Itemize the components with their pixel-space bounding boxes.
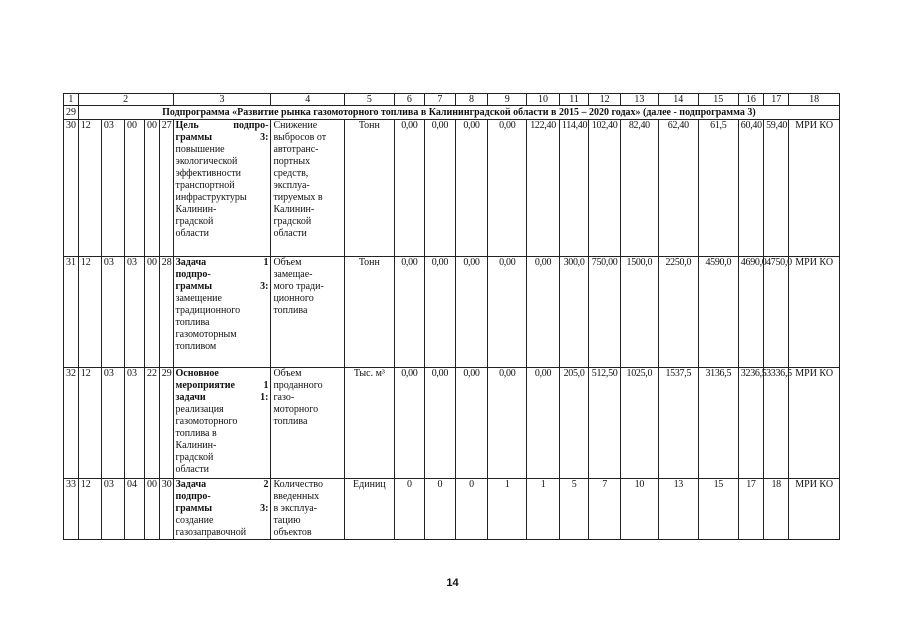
subprogram-row-number: 29 bbox=[64, 106, 79, 120]
description-line: традиционного bbox=[175, 305, 241, 316]
value-cell: 13 bbox=[658, 479, 698, 540]
description-line: области bbox=[175, 228, 209, 239]
description-line: газозаправочной bbox=[175, 527, 247, 538]
description-word: 2 bbox=[263, 479, 269, 490]
indicator-line: мого тради- bbox=[273, 281, 324, 292]
value-cell: 0,00 bbox=[455, 120, 488, 257]
description-word: мероприятие bbox=[175, 380, 235, 391]
description-cell bbox=[173, 368, 271, 479]
value-cell: 0,00 bbox=[425, 368, 456, 479]
column-number-cell: 3 bbox=[173, 94, 271, 106]
indicator-line: в эксплуа- bbox=[273, 503, 317, 514]
executor-cell: МРИ КО bbox=[789, 368, 840, 479]
row-number: 32 bbox=[64, 368, 79, 479]
indicator-line: тируемых в bbox=[273, 192, 323, 203]
description-word: граммы bbox=[175, 132, 213, 143]
column-number-cell: 4 bbox=[271, 94, 345, 106]
row-number: 33 bbox=[64, 479, 79, 540]
unit-cell: Единиц bbox=[345, 479, 394, 540]
value-cell: 122,40 bbox=[527, 120, 560, 257]
code-cell: 00 bbox=[125, 120, 145, 257]
description-line: повышение bbox=[175, 144, 225, 155]
description-line: газомоторным bbox=[175, 329, 237, 340]
value-cell: 5 bbox=[559, 479, 588, 540]
value-cell: 0,00 bbox=[394, 120, 425, 257]
document-sheet bbox=[63, 93, 840, 540]
indicator-line: Объем bbox=[273, 257, 302, 268]
value-cell: 102,40 bbox=[589, 120, 621, 257]
table-row bbox=[64, 368, 840, 479]
column-number-cell: 16 bbox=[738, 94, 763, 106]
value-cell: 114,40 bbox=[559, 120, 588, 257]
description-line: транспортной bbox=[175, 180, 235, 191]
column-number-cell: 17 bbox=[764, 94, 789, 106]
description-bold-line: Основное bbox=[175, 368, 219, 379]
value-cell: 0 bbox=[425, 479, 456, 540]
value-cell: 4590,0 bbox=[698, 257, 738, 368]
description-line: градской bbox=[175, 216, 214, 227]
indicator-line: газо- bbox=[273, 392, 295, 403]
description-cell bbox=[173, 479, 271, 540]
description-line: экологической bbox=[175, 156, 238, 167]
value-cell: 18 bbox=[764, 479, 789, 540]
description-line: реализация bbox=[175, 404, 224, 415]
description-bold-line: подпро- bbox=[175, 491, 211, 502]
unit-cell: Тонн bbox=[345, 120, 394, 257]
description-cell bbox=[173, 120, 271, 257]
indicator-line: выбросов от bbox=[273, 132, 327, 143]
value-cell: 1025,0 bbox=[620, 368, 658, 479]
column-number-cell: 1 bbox=[64, 94, 79, 106]
code-cell: 00 bbox=[145, 120, 160, 257]
indicator-line: средств, bbox=[273, 168, 309, 179]
description-word: 3: bbox=[260, 132, 269, 143]
subprogram-row bbox=[64, 106, 840, 120]
code-cell: 00 bbox=[145, 479, 160, 540]
value-cell: 0 bbox=[455, 479, 488, 540]
description-word: Цель bbox=[175, 120, 199, 131]
description-bold-line bbox=[176, 257, 269, 269]
description-line: топлива в bbox=[175, 428, 217, 439]
description-bold-line bbox=[176, 392, 269, 404]
value-cell: 10 bbox=[620, 479, 658, 540]
code-cell: 03 bbox=[125, 257, 145, 368]
description-line: замещение bbox=[175, 293, 222, 304]
value-cell: 0 bbox=[394, 479, 425, 540]
code-cell: 27 bbox=[159, 120, 173, 257]
column-number-cell: 11 bbox=[559, 94, 588, 106]
description-bold-line: подпро- bbox=[175, 269, 211, 280]
code-cell: 00 bbox=[145, 257, 160, 368]
value-cell: 1537,5 bbox=[658, 368, 698, 479]
column-number-cell: 10 bbox=[527, 94, 560, 106]
value-cell: 2250,0 bbox=[658, 257, 698, 368]
description-line: градской bbox=[175, 452, 214, 463]
executor-cell: МРИ КО bbox=[789, 120, 840, 257]
value-cell: 0,00 bbox=[425, 257, 456, 368]
indicator-line: эксплуа- bbox=[273, 180, 310, 191]
code-cell: 04 bbox=[125, 479, 145, 540]
column-number-cell: 8 bbox=[455, 94, 488, 106]
table-body bbox=[64, 94, 840, 540]
code-cell: 28 bbox=[159, 257, 173, 368]
value-cell: 61,5 bbox=[698, 120, 738, 257]
code-cell: 30 bbox=[159, 479, 173, 540]
unit-cell: Тонн bbox=[345, 257, 394, 368]
table-row bbox=[64, 257, 840, 368]
description-line: топлива bbox=[175, 317, 210, 328]
description-line: создание bbox=[175, 515, 214, 526]
column-number-cell: 7 bbox=[425, 94, 456, 106]
description-line: Калинин- bbox=[175, 440, 217, 451]
value-cell: 0,00 bbox=[488, 120, 527, 257]
column-number-cell: 12 bbox=[589, 94, 621, 106]
code-cell: 03 bbox=[101, 479, 124, 540]
indicator-line: проданного bbox=[273, 380, 323, 391]
indicator-line: топлива bbox=[273, 305, 308, 316]
column-number-cell: 18 bbox=[789, 94, 840, 106]
indicator-line: тацию bbox=[273, 515, 301, 526]
description-bold-line bbox=[176, 479, 269, 491]
description-cell bbox=[173, 257, 271, 368]
value-cell: 1 bbox=[527, 479, 560, 540]
indicator-line: ционного bbox=[273, 293, 314, 304]
code-cell: 12 bbox=[78, 368, 101, 479]
column-number-cell: 15 bbox=[698, 94, 738, 106]
indicator-line: объектов bbox=[273, 527, 312, 538]
code-cell: 12 bbox=[78, 120, 101, 257]
description-word: Задача bbox=[175, 257, 207, 268]
executor-cell: МРИ КО bbox=[789, 257, 840, 368]
description-word: подпро- bbox=[233, 120, 269, 131]
value-cell: 1500,0 bbox=[620, 257, 658, 368]
unit-cell: Тыс. м³ bbox=[345, 368, 394, 479]
description-bold-line bbox=[176, 503, 269, 515]
indicator-line: топлива bbox=[273, 416, 308, 427]
description-line: области bbox=[175, 464, 209, 475]
value-cell: 205,0 bbox=[559, 368, 588, 479]
description-line: Калинин- bbox=[175, 204, 217, 215]
value-cell: 60,40 bbox=[738, 120, 763, 257]
column-number-cell: 6 bbox=[394, 94, 425, 106]
column-number-cell: 14 bbox=[658, 94, 698, 106]
indicator-cell bbox=[271, 120, 345, 257]
indicator-line: портных bbox=[273, 156, 311, 167]
value-cell: 3136,5 bbox=[698, 368, 738, 479]
value-cell: 0,00 bbox=[455, 368, 488, 479]
indicator-line: Калинин- bbox=[273, 204, 315, 215]
indicator-line: моторного bbox=[273, 404, 319, 415]
value-cell: 0,00 bbox=[425, 120, 456, 257]
description-bold-line bbox=[176, 281, 269, 293]
description-bold-line bbox=[176, 132, 269, 144]
value-cell: 0,00 bbox=[488, 257, 527, 368]
value-cell: 0,00 bbox=[527, 257, 560, 368]
value-cell: 3236,5 bbox=[738, 368, 763, 479]
description-line: топливом bbox=[175, 341, 217, 352]
value-cell: 0,00 bbox=[455, 257, 488, 368]
value-cell: 4690,0 bbox=[738, 257, 763, 368]
page-number: 14 bbox=[446, 577, 459, 589]
indicator-cell bbox=[271, 479, 345, 540]
indicator-line: Количество bbox=[273, 479, 323, 490]
value-cell: 0,00 bbox=[394, 368, 425, 479]
column-number-cell: 5 bbox=[345, 94, 394, 106]
row-number: 30 bbox=[64, 120, 79, 257]
description-bold-line bbox=[176, 380, 269, 392]
value-cell: 0,00 bbox=[394, 257, 425, 368]
value-cell: 0,00 bbox=[527, 368, 560, 479]
column-number-row bbox=[64, 94, 840, 106]
indicator-line: автотранс- bbox=[273, 144, 319, 155]
indicator-cell bbox=[271, 257, 345, 368]
executor-cell: МРИ КО bbox=[789, 479, 840, 540]
column-number-cell: 2 bbox=[78, 94, 173, 106]
description-word: Задача bbox=[175, 479, 207, 490]
value-cell: 1 bbox=[488, 479, 527, 540]
indicator-line: области bbox=[273, 228, 307, 239]
table-row bbox=[64, 479, 840, 540]
table-row bbox=[64, 120, 840, 257]
subprogram-title: Подпрограмма «Развитие рынка газомоторного топлива в Калининградской области в 2015 – 2020 годах» (далее - подпрограмма 3) bbox=[78, 106, 839, 120]
description-word: 3: bbox=[260, 503, 269, 514]
value-cell: 512,50 bbox=[589, 368, 621, 479]
description-bold-line bbox=[176, 120, 269, 132]
column-number-cell: 13 bbox=[620, 94, 658, 106]
value-cell: 300,0 bbox=[559, 257, 588, 368]
indicator-line: Снижение bbox=[273, 120, 318, 131]
description-line: инфраструктуры bbox=[175, 192, 247, 203]
indicator-line: Объем bbox=[273, 368, 302, 379]
description-line: газомоторного bbox=[175, 416, 238, 427]
code-cell: 12 bbox=[78, 257, 101, 368]
code-cell: 03 bbox=[101, 368, 124, 479]
description-word: задачи bbox=[175, 392, 206, 403]
column-number-cell: 9 bbox=[488, 94, 527, 106]
value-cell: 4750,0 bbox=[764, 257, 789, 368]
value-cell: 3336,5 bbox=[764, 368, 789, 479]
indicators-table bbox=[63, 93, 840, 540]
value-cell: 750,00 bbox=[589, 257, 621, 368]
description-word: граммы bbox=[175, 281, 213, 292]
value-cell: 17 bbox=[738, 479, 763, 540]
value-cell: 15 bbox=[698, 479, 738, 540]
value-cell: 7 bbox=[589, 479, 621, 540]
code-cell: 29 bbox=[159, 368, 173, 479]
code-cell: 03 bbox=[125, 368, 145, 479]
value-cell: 59,40 bbox=[764, 120, 789, 257]
value-cell: 0,00 bbox=[488, 368, 527, 479]
row-number: 31 bbox=[64, 257, 79, 368]
indicator-line: градской bbox=[273, 216, 312, 227]
value-cell: 82,40 bbox=[620, 120, 658, 257]
indicator-line: замещае- bbox=[273, 269, 313, 280]
code-cell: 03 bbox=[101, 257, 124, 368]
indicator-line: введенных bbox=[273, 491, 320, 502]
code-cell: 12 bbox=[78, 479, 101, 540]
description-word: граммы bbox=[175, 503, 213, 514]
value-cell: 62,40 bbox=[658, 120, 698, 257]
description-word: 3: bbox=[260, 281, 269, 292]
description-word: 1: bbox=[260, 392, 269, 403]
indicator-cell bbox=[271, 368, 345, 479]
code-cell: 22 bbox=[145, 368, 160, 479]
code-cell: 03 bbox=[101, 120, 124, 257]
description-word: 1 bbox=[263, 257, 269, 268]
description-line: эффективности bbox=[175, 168, 242, 179]
description-word: 1 bbox=[263, 380, 269, 391]
